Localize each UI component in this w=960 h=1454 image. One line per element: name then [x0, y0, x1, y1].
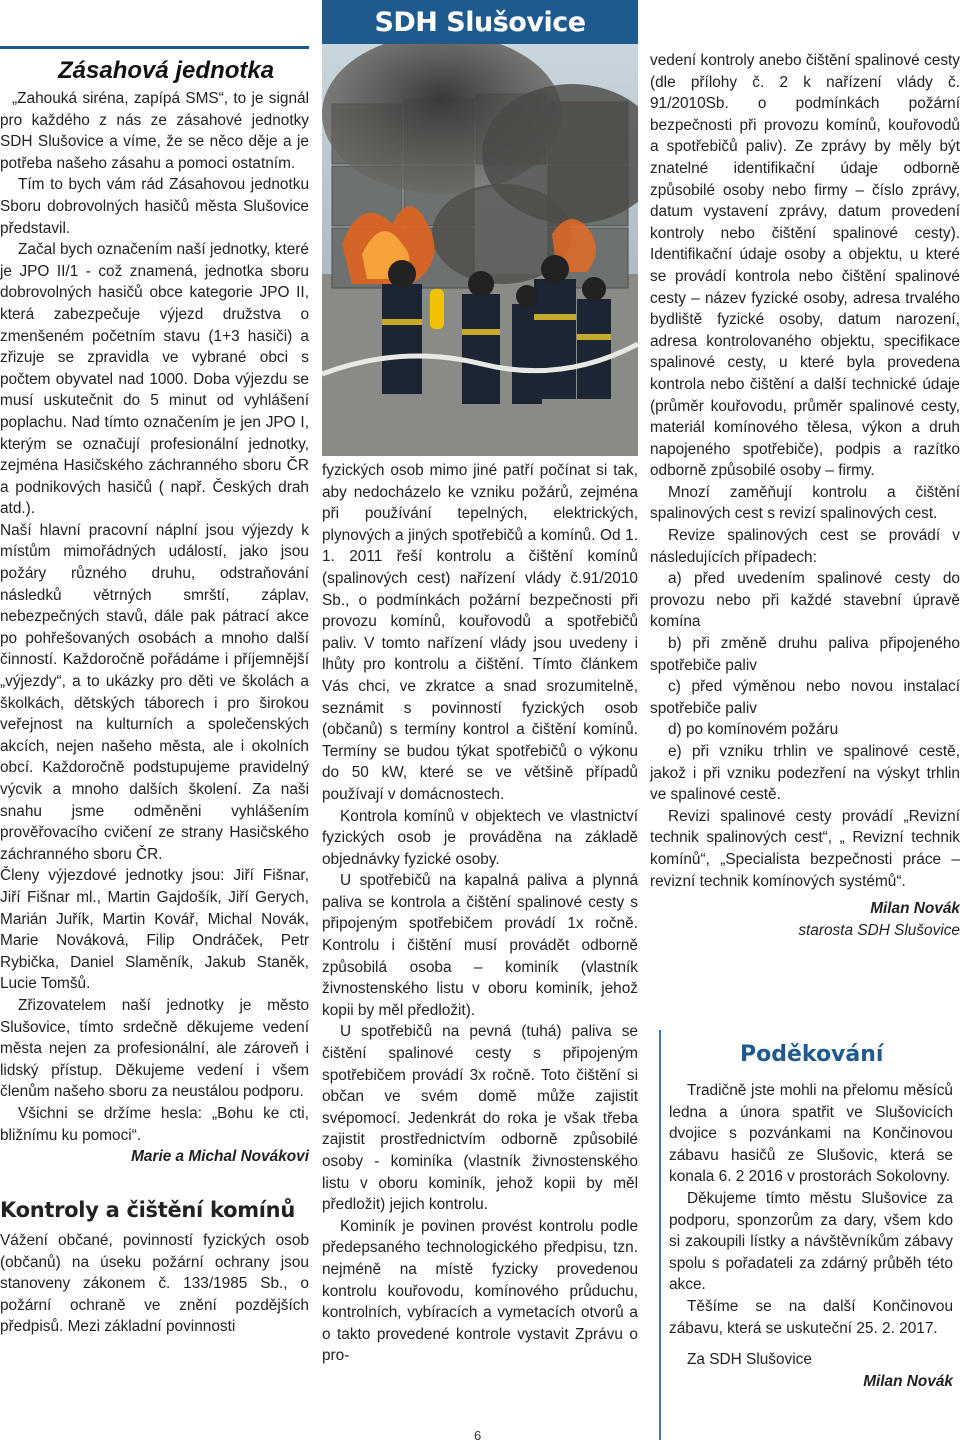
section-title-box — [0, 46, 309, 90]
list-item: e) při vzniku trhlin ve spalinové cestě, jakož i při vzniku podezření na výskyt trhlin ve spalinové cestě. — [650, 743, 960, 804]
list-item: c) před výměnou nebo novou instalací spotřebiče paliv — [650, 678, 960, 717]
paragraph: Naší hlavní pracovní náplní jsou výjezdy k místům mimořádných událostí, jako jsou požáry různého druhu, odstraňování následků větrných smrští, záplav, nebezpečných stavů, dále pak pátrací akce po pohřešovaných osobách a mnoho další činností. Každoročně pořádáme i příjemnější „výjezdy“, a to ukázky pro děti ve školách a školkách, dětských táborech i pro širokou veřejnost na kulturních a společenských akcích, nejen našeho města, ale i okolních obcí. Každoročně podstupujeme pravidelný výcvik a mnoho dalších školení. Za naši snahu jsme odměněni vyhlášením prověřovacího cvičení ze strany Hasičského záchranného sboru ČR. — [0, 521, 309, 863]
list-item: b) při změně druhu paliva připojeného spotřebiče paliv — [650, 635, 960, 674]
firefighters-photo — [322, 44, 638, 456]
paragraph: Mnozí zaměňují kontrolu a čištění spalinových cest s revizí spalinových cest. — [650, 483, 960, 523]
paragraph: Revizi spalinové cesty provádí „Revizní technik spalinových cest“, „ Revizní technik komínů“, „Specialista bezpečnosti práce – revizní technik komínových systémů“. — [650, 807, 960, 890]
thanks-title: Poděkování — [740, 1042, 884, 1067]
paragraph: Vážení občané, povinností fyzických osob (občanů) na úseku požární ochrany jsou stanoveny zákonem č. 133/1985 Sb., o požární ochraně ve znění pozdějších předpisů. Mezi základní povinnosti — [0, 1232, 309, 1336]
signature: Marie a Michal Novákovi — [131, 1148, 309, 1166]
paragraph: Kontrola komínů v objektech ve vlastnictví fyzických osob je prováděna na základě objednávky fyzické osoby. — [322, 807, 638, 868]
page-number: 6 — [474, 1428, 482, 1443]
page-banner: SDH Slušovice — [322, 0, 638, 44]
middle-column — [322, 460, 638, 1367]
paragraph: Členy výjezdové jednotky jsou: Jiří Fišnar, Jiří Fišnar ml., Martin Gajdošík, Jiří Gerych, Marián Juřík, Martin Kovář, Michal Novák, Marie Nováková, Filip Ondráček, Petr Rybička, Daniel Slaměník, Jakub Staněk, Lucie Tomšů. — [0, 867, 309, 993]
signature-role: starosta SDH Slušovice — [798, 922, 960, 940]
paragraph: fyzických osob mimo jiné patří počínat si tak, aby nedocházelo ke vzniku požárů, zejména při používání tepelných, elektrických, plynových a jiných spotřebičů a komínů. Od 1. 1. 2011 řeší kontrolu a čištění komínů (spalinových cest) nařízení vlády č.91/2010 Sb., o podmínkách požární bezpečnosti při provozu komínů, kouřovodů a spotřebičů paliv. V tomto nařízení vlády jsou uvedeny i lhůty pro kontrolu a čištění. Tímto článkem Vás chci, ve zkratce a snad srozumitelně, seznámit s povinností fyzických osob (občanů) s termíny kontrol a čištění komínů. Termíny se budou týkat spotřebičů o výkonu do 50 kW, které se ve většině případů používají v domácnostech. — [322, 462, 638, 803]
paragraph: Začal bych označením naší jednotky, které je JPO II/1 - což znamená, jednotka sboru dobrovolných hasičů obce kategorie JPO II, která zabezpečuje výjezd družstva o zmenšeném početním stavu (1+3 hasiči) a zřizuje se zpravidla ve vybrané obci s počtem obyvatel nad 1000. Doba výjezdu se musí uskutečnit do 5 minut od vyhlášení poplachu. Nad tímto označením je jen JPO I, kterým se označují profesionální jednotky, zejména Hasičského záchranného sboru ČR a podnikových hasičů ( např. Českých drah atd.). — [0, 241, 309, 518]
paragraph: Zřizovatelem naší jednotky je město Slušovice, tímto srdečně děkujeme vedení města nejen za profesionální, ale zároveň i lidský přístup. Děkujeme vedení i všem členům našeho sboru za neustálou podporu. — [0, 996, 309, 1101]
list-item: d) po komínovém požáru — [668, 721, 839, 739]
paragraph: vedení kontroly anebo čištění spalinové cesty (dle přílohy č. 2 k nařízení vlády č. 91/2010Sb. o podmínkách požární bezpečnosti při provozu komínů, kouřovodů a spotřebičů paliv). Ze zprávy by měly být znatelné identifikační údaje odborně způsobilé osoby nebo firmy – číslo zprávy, datum vystavení zprávy, datum provedení kontroly nebo čištění spalinové cesty). Identifikační údaje osoby a objektu, u které se provádí kontrola nebo čištění spalinové cesty – název fyzické osoby, adresa trvalého bydliště fyzické osoby, datum narození, adresa kontrolovaného objektu, specifikace spalinové cesty, u které byla provedena kontrola nebo čištění a další technické údaje (průměr kouřovodu, průměr spalinové cesty, materiál komínového tělesa, výkon a druh napojeného spotřebiče), podpis a razítko odborně způsobilé osoby – firmy. — [650, 52, 960, 480]
paragraph: Tradičně jste mohli na přelomu měsíců ledna a února spatřit ve Slušovicích dvojice s pozvánkami na Končinovou zábavu hasičů ze Slušovic, která se konala 6. 2 2016 v prostorách Sokolovny. — [669, 1082, 953, 1186]
list-item: a) před uvedením spalinové cesty do provozu nebo při každé stavební úpravě komína — [650, 570, 960, 631]
header-photo-block — [322, 0, 638, 456]
thanks-column — [669, 1080, 953, 1393]
paragraph: U spotřebičů na kapalná paliva a plynná paliva se kontrola a čištění spalinové cesty s připojeným spotřebičem provádí 1x ročně. Kontrolu i čištění musí provádět odborně způsobilá osoba – kominík (vlastník živnostenského listu v oboru kominík, jehož kopii by měl předložit). — [322, 872, 638, 1019]
section-title: Zásahová jednotka — [58, 57, 275, 84]
left-column — [0, 88, 309, 1338]
paragraph: Všichni se držíme hesla: „Bohu ke cti, bližnímu ku pomoci“. — [0, 1104, 309, 1144]
thanks-signature: Milan Novák — [863, 1372, 953, 1390]
paragraph: Děkujeme tímto městu Slušovice za podporu, sponzorům za dary, všem kdo si zakoupili lístky a návštěvníkům zábavy spolu s pořadateli za zdárný průběh této akce. — [669, 1189, 953, 1294]
paragraph: U spotřebičů na pevná (tuhá) paliva se čištění spalinové cesty s připojeným spotřebičem provádí 3x ročně. Toto čištění si občan ve svém domě může zajistit svépomocí. Jedenkrát do roka je však třeba zajistit prostřednictvím odborně způsobilé osoby - kominíka (vlastník živnostenského listu v oboru kominík, jehož kopii by měl předložit) jejich kontrolu. — [322, 1023, 638, 1214]
right-column — [650, 50, 960, 942]
thanks-from: Za SDH Slušovice — [687, 1351, 812, 1369]
paragraph: Kominík je povinen provést kontrolu podle předepsaného technologického předpisu, tzn. nejméně na místě fyzicky provedenou kontrolu kouřovodu, komínového průduchu, kontrolních, vybíracích a vymetacích otvorů a o takto provedené kontrole vystavit Zprávu o pro- — [322, 1217, 638, 1365]
signature: Milan Novák — [870, 900, 960, 918]
paragraph: „Zahouká siréna, zapípá SMS“, to je signál pro každého z nás ze zásahové jednotky SDH Slušovice a víme, že se něco děje a je potřeba našeho zásahu a pomoci ostatním. — [0, 90, 309, 172]
paragraph: Tím to bych vám rád Zásahovou jednotku Sboru dobrovolných hasičů města Slušovice představil. — [0, 176, 309, 237]
paragraph: Těšíme se na další Končinovou zábavu, která se uskuteční 25. 2. 2017. — [669, 1297, 953, 1337]
article-heading: Kontroly a čištění komínů — [0, 1198, 295, 1223]
paragraph: Revize spalinových cest se provádí v následujících případech: — [650, 527, 960, 566]
